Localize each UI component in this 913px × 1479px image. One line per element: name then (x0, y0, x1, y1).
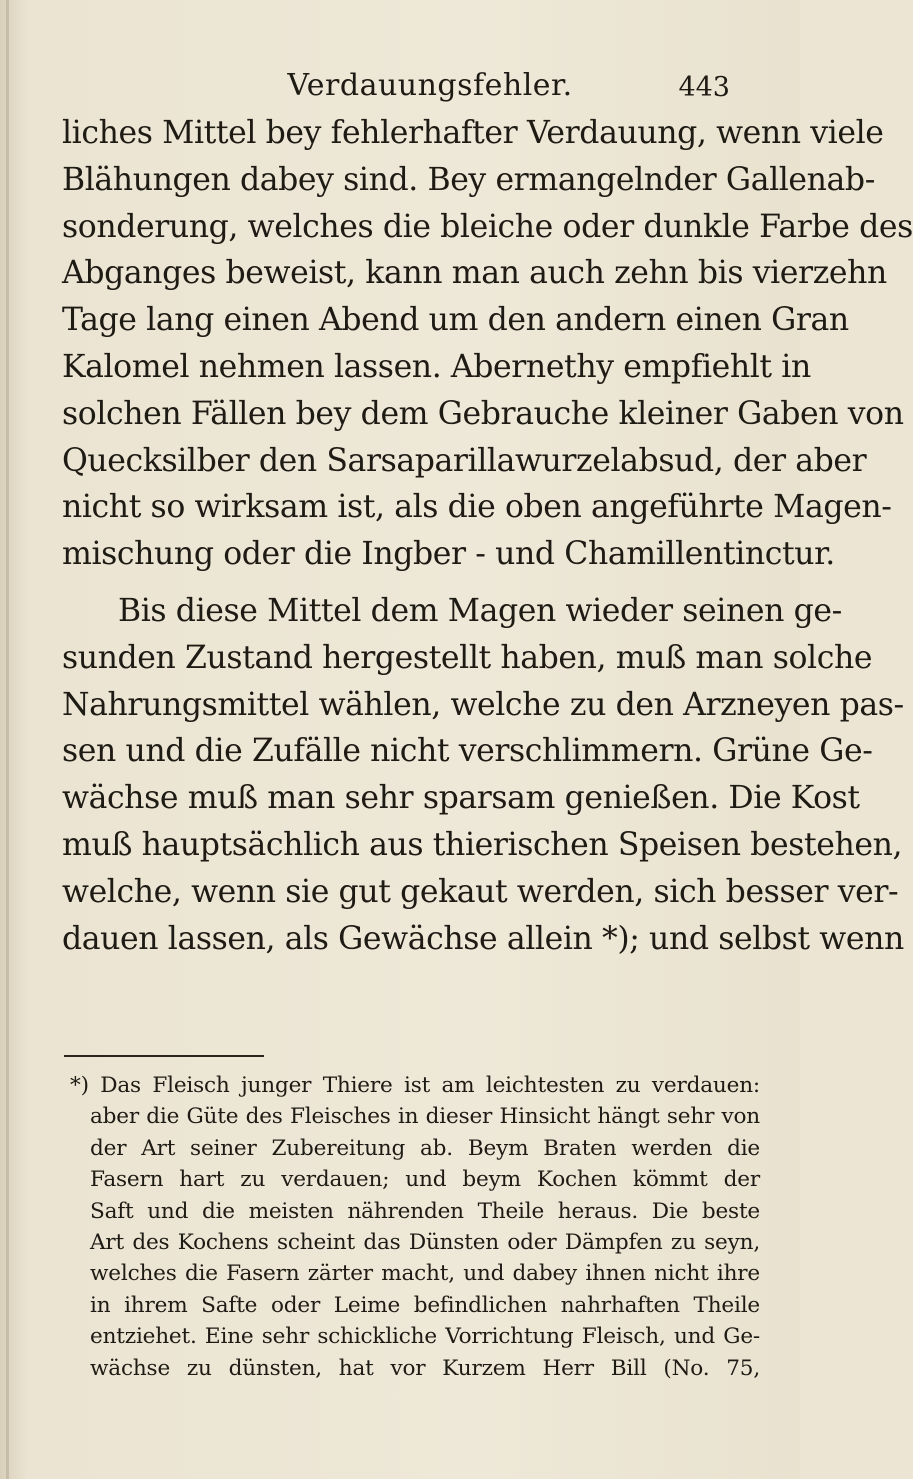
text-line: sen und die Zufälle nicht verschlimmern. Grüne Ge- (62, 733, 873, 770)
footnote-separator (64, 1055, 264, 1057)
footnote-block (70, 1070, 760, 1384)
text-line: Bis diese Mittel dem Magen wieder seinen ge- (118, 592, 842, 629)
text-line: dauen lassen, als Gewächse allein *); und selbst wenn (62, 920, 904, 957)
text-line: nicht so wirksam ist, als die oben angeführte Magen- (62, 489, 892, 526)
text-line: Blähungen dabey sind. Bey ermangelnder Gallenab- (62, 161, 875, 198)
page-header (150, 68, 730, 108)
page-number: 443 (678, 72, 730, 103)
text-line: Quecksilber den Sarsaparillawurzelabsud, der aber (62, 442, 867, 479)
footnote-line: welches die Fasern zärter macht, und dabey ihnen nicht ihre (90, 1261, 760, 1287)
footnote-line: der Art seiner Zubereitung ab. Beym Braten werden die (90, 1135, 760, 1161)
footnote-line: *) Das Fleisch junger Thiere ist am leichtesten zu verdauen: (70, 1073, 760, 1098)
text-line: solchen Fällen bey dem Gebrauche kleiner Gaben von (62, 395, 904, 432)
paragraph-gap (62, 578, 766, 588)
text-line: Kalomel nehmen lassen. Abernethy empfiehlt in (62, 348, 811, 385)
footnote-line: Saft und die meisten nährenden Theile heraus. Die beste (90, 1198, 760, 1224)
text-line: welche, wenn sie gut gekaut werden, sich besser ver- (62, 873, 899, 910)
footnote-line: entziehet. Eine sehr schickliche Vorrichtung Fleisch, und Ge- (90, 1324, 760, 1350)
page-edge-shadow (6, 0, 9, 1479)
text-line: Nahrungsmittel wählen, welche zu den Arzneyen pas- (62, 686, 904, 723)
footnote-line: wächse zu dünsten, hat vor Kurzem Herr Bill (No. 75, (90, 1355, 760, 1381)
running-title: Verdauungsfehler. (287, 68, 573, 103)
footnote-line: in ihrem Safte oder Leime befindlichen nahrhaften Theile (90, 1292, 760, 1318)
footnote-line: Art des Kochens scheint das Dünsten oder Dämpfen zu seyn, (90, 1229, 760, 1255)
text-line: muß hauptsächlich aus thierischen Speisen bestehen, (62, 826, 903, 863)
text-line: mischung oder die Ingber - und Chamillentinctur. (62, 536, 835, 573)
footnote-line: aber die Güte des Fleisches in dieser Hinsicht hängt sehr von (90, 1104, 760, 1130)
text-line: Abganges beweist, kann man auch zehn bis vierzehn (62, 255, 887, 292)
main-text (62, 110, 913, 962)
text-line: Tage lang einen Abend um den andern einen Gran (62, 302, 849, 339)
footnote-line: Fasern hart zu verdauen; und beym Kochen kömmt der (90, 1167, 760, 1193)
text-line: wächse muß man sehr sparsam genießen. Die Kost (62, 780, 860, 817)
text-line: liches Mittel bey fehlerhafter Verdauung, wenn viele (62, 115, 884, 151)
text-line: sonderung, welches die bleiche oder dunkle Farbe des (62, 208, 913, 245)
text-line: sunden Zustand hergestellt haben, muß man solche (62, 639, 873, 676)
